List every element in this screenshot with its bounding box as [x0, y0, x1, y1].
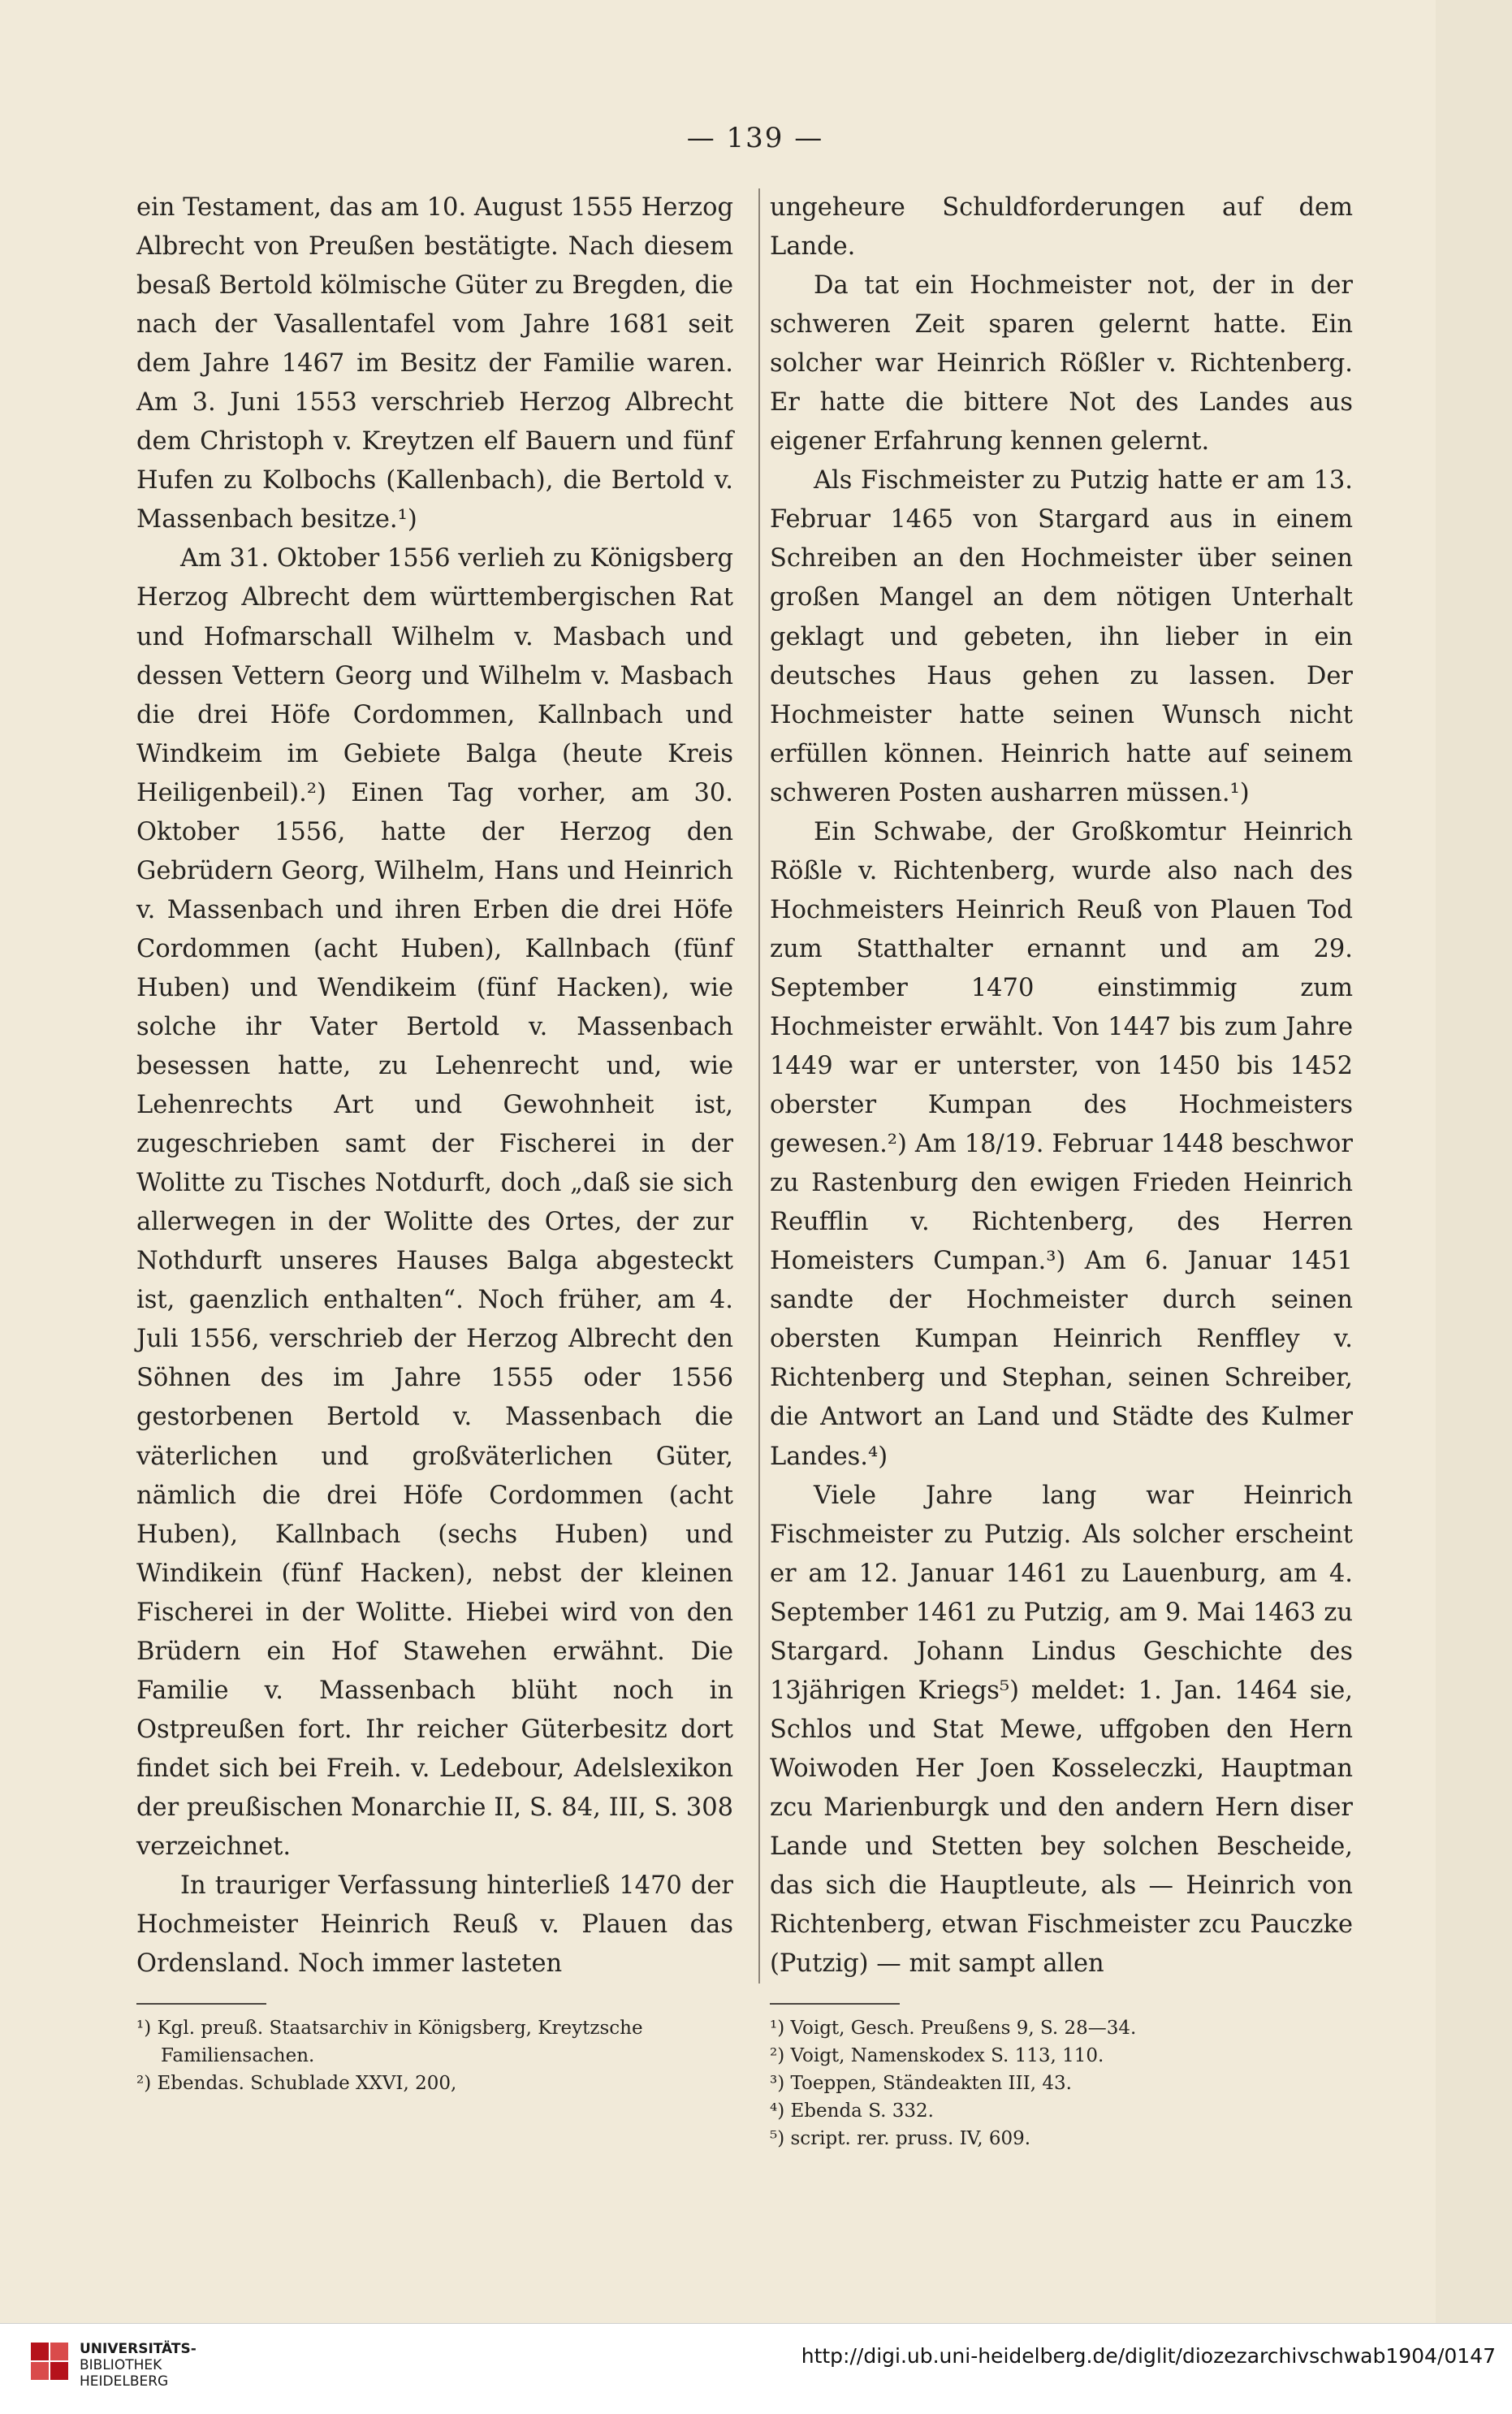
viewer-footer: [0, 2323, 1512, 2414]
footnote-divider: [770, 2003, 900, 2005]
library-name-line: HEIDELBERG: [80, 2373, 169, 2390]
paragraph: In trauriger Verfassung hinterließ 1470 der Hochmeister Heinrich Reuß v. Plauen das Ordensland. Noch immer lasteten: [136, 1871, 733, 1979]
university-library-logo-icon[interactable]: [28, 2339, 71, 2383]
right-column: [770, 188, 1353, 2152]
left-column-body: [136, 188, 733, 1984]
paragraph: ein Testament, das am 10. August 1555 Herzog Albrecht von Preußen bestätigte. Nach diesem besaß Bertold kölmische Güter zu Bregden, die nach der Vasallentafel vom Jahre 1681 seit dem Jahre 1467 im Besitz der Familie waren. Am 3. Juni 1553 verschrieb Herzog Albrecht dem Christoph v. Kreytzen elf Bauern und fünf Hufen zu Kolbochs (Kallenbach), die Bertold v. Massenbach besitze.¹): [136, 193, 733, 534]
paragraph: Am 31. Oktober 1556 verlieh zu Königsberg Herzog Albrecht dem württembergischen Rat und Hofmarschall Wilhelm v. Masbach und dessen Vettern Georg und Wilhelm v. Masbach die drei Höfe Cordommen, Kallnbach und Windkeim im Gebiete Balga (heute Kreis Heiligenbeil).²) Einen Tag vorher, am 30. Oktober 1556, hatte der Herzog den Gebrüdern Georg, Wilhelm, Hans und Heinrich v. Massenbach und ihren Erben die drei Höfe Cordommen (acht Huben), Kallnbach (fünf Huben) und Wendikeim (fünf Hacken), wie solche ihr Vater Bertold v. Massenbach besessen hatte, zu Lehenrecht und, wie Lehenrechts Art und Gewohnheit ist, zugeschrieben samt der Fischerei in der Wolitte zu Tisches Notdurft, doch „daß sie sich allerwegen in der Wolitte des Ortes, der zur Nothdurft unseres Hauses Balga abgesteckt ist, gaenzlich enthalten“. Noch früher, am 4. Juli 1556, verschrieb der Herzog Albrecht den Söhnen des im Jahre 1555 oder 1556 gestorbenen Bertold v. Massenbach die väterlichen und großväterlichen Güter, nämlich die drei Höfe Cordommen (acht Huben), Kallnbach (sechs Huben) und Windikein (fünf Hacken), nebst der kleinen Fischerei in der Wolitte. Hiebei wird von den Brüdern ein Hof Stawehen erwähnt. Die Familie v. Massenbach blüht noch in Ostpreußen fort. Ihr reicher Güterbesitz dort findet sich bei Freih. v. Ledebour, Adelslexikon der preußischen Monarchie II, S. 84, III, S. 308 verzeichnet.: [136, 544, 733, 1861]
paragraph: Da tat ein Hochmeister not, der in der schweren Zeit sparen gelernt hatte. Ein solcher war Heinrich Rößler v. Richtenberg. Er hatte die bittere Not des Landes aus eigener Erfahrung kennen gelernt.: [770, 271, 1353, 456]
paragraph: Als Fischmeister zu Putzig hatte er am 13. Februar 1465 von Stargard aus in einem Schreiben an den Hochmeister über seinen großen Mangel an dem nötigen Unterhalt geklagt und gebeten, ihn lieber in ein deutsches Haus gehen zu lassen. Der Hochmeister hatte seinen Wunsch nicht erfüllen können. Heinrich hatte auf seinem schweren Posten ausharren müssen.¹): [770, 466, 1353, 807]
footnote: ²) Ebendas. Schublade XXVI, 200,: [136, 2073, 457, 2095]
library-name-line: BIBLIOTHEK: [80, 2357, 162, 2373]
right-column-body: [758, 188, 1353, 1984]
page-edge: [1436, 0, 1512, 2323]
footnote: ²) Voigt, Namenskodex S. 113, 110.: [770, 2045, 1104, 2067]
paragraph: Viele Jahre lang war Heinrich Fischmeister zu Putzig. Als solcher erscheint er am 12. Januar 1461 zu Lauenburg, am 4. September 1461 zu Putzig, am 9. Mai 1463 zu Stargard. Johann Lindus Geschichte des 13jährigen Kriegs⁵) meldet: 1. Jan. 1464 sie, Schlos und Stat Mewe, uffgoben den Hern Woiwoden Her Joen Kosseleczki, Hauptman zcu Marienburgk und den andern Hern diser Lande und Stetten bey solchen Bescheide, das sich die Hauptleute, als — Heinrich von Richtenberg, etwan Fischmeister zcu Pauczke (Putzig) — mit sampt allen: [770, 1481, 1353, 1979]
footnote: ⁵) script. rer. pruss. IV, 609.: [770, 2128, 1031, 2150]
left-column: [136, 188, 733, 2097]
footnote: ⁴) Ebenda S. 332.: [770, 2100, 934, 2122]
footnote: ³) Toeppen, Ständeakten III, 43.: [770, 2073, 1072, 2095]
paragraph: Ein Schwabe, der Großkomtur Heinrich Rößle v. Richtenberg, wurde also nach des Hochmeisters Heinrich Reuß von Plauen Tod zum Statthalter ernannt und am 29. September 1470 einstimmig zum Hochmeister erwählt. Von 1447 bis zum Jahre 1449 war er unterster, von 1450 bis 1452 oberster Kumpan des Hochmeisters gewesen.²) Am 18/19. Februar 1448 beschwor zu Rastenburg den ewigen Frieden Heinrich Reufflin v. Richtenberg, des Herren Homeisters Cumpan.³) Am 6. Januar 1451 sandte der Hochmeister durch seinen obersten Kumpan Heinrich Renffley v. Richtenberg und Stephan, seinen Schreiber, die Antwort an Land und Städte des Kulmer Landes.⁴): [770, 817, 1353, 1471]
page-number: — 139 —: [686, 122, 824, 154]
paragraph: ungeheure Schuldforderungen auf dem Lande.: [770, 193, 1353, 262]
library-name: [80, 2341, 197, 2390]
footnote-divider: [136, 2003, 266, 2005]
footnote: ¹) Kgl. preuß. Staatsarchiv in Königsberg, Kreytzsche Familiensachen.: [136, 2018, 643, 2067]
library-name-line: UNIVERSITÄTS-: [80, 2341, 197, 2357]
permalink-url[interactable]: http://digi.ub.uni-heidelberg.de/diglit/diozezarchivschwab1904/0147: [801, 2344, 1496, 2368]
footnote: ¹) Voigt, Gesch. Preußens 9, S. 28—34.: [770, 2018, 1137, 2040]
